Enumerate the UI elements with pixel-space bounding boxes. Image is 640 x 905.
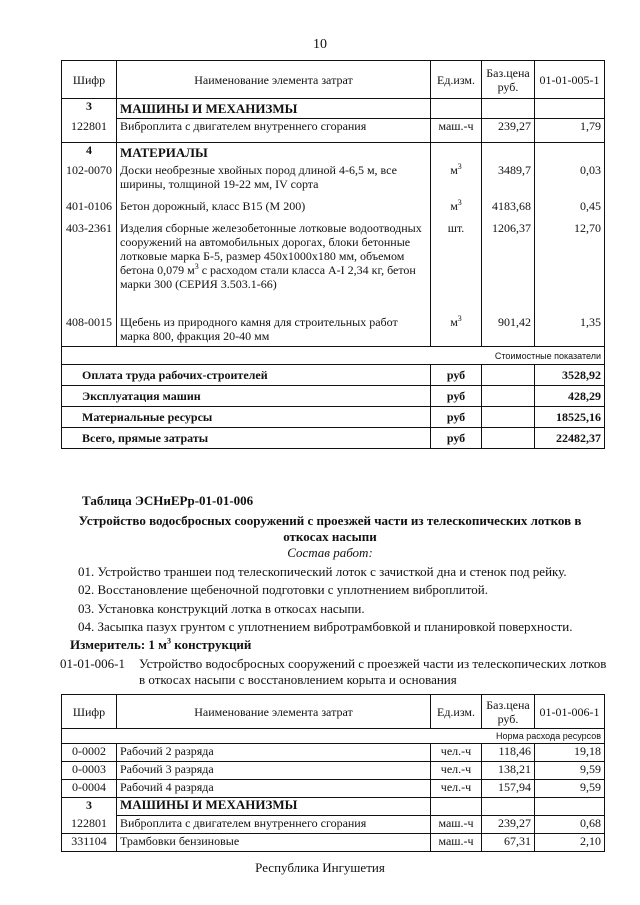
summary-label: Всего, прямые затраты (62, 428, 431, 449)
row-qty: 0,45 (535, 199, 605, 221)
row-unit: маш.-ч (431, 119, 482, 143)
summary-label: Материальные ресурсы (62, 407, 431, 428)
row-unit: маш.-ч (431, 834, 482, 852)
row-code: 122801 (62, 119, 117, 143)
header-norm: 01-01-006-1 (535, 695, 605, 729)
row-price: 1206,37 (482, 221, 535, 315)
summary-unit: руб (431, 428, 482, 449)
row-qty: 9,59 (535, 780, 605, 798)
work-heading: Состав работ: (287, 545, 373, 560)
row-name: Изделия сборные железобетонные лотковые водоотводных сооружений на автомобильных дорогах, блоки бетонные лотковые марка Б-5, размер 450х1000х180 мм, объемом бетона 0,079 $м^3$ с расходом стали класса А-I 2,34 кг, бетон марки 300 (СЕРИЯ 3.503.1-66) (117, 221, 431, 315)
header-price: Баз.цена руб. (482, 61, 535, 99)
row-unit: шт. (431, 221, 482, 315)
section-number: 3 (62, 798, 117, 816)
table-row (62, 744, 605, 762)
row-code: 0-0003 (62, 762, 117, 780)
row-name: Виброплита с двигателем внутреннего сгорания (117, 119, 431, 143)
table-row (62, 221, 605, 315)
row-qty: 0,03 (535, 163, 605, 199)
summary-value: 3528,92 (535, 365, 605, 386)
header-unit: Ед.изм. (431, 695, 482, 729)
row-name: Виброплита с двигателем внутреннего сгорания (117, 816, 431, 834)
row-price: 239,27 (482, 119, 535, 143)
table-row (62, 834, 605, 852)
row-name: Доски необрезные хвойных пород длиной 4-6,5 м, все ширины, толщиной 19-22 мм, IV сорта (117, 163, 431, 199)
header-name: Наименование элемента затрат (117, 695, 431, 729)
meter-label: Измеритель: 1 $м^3$ конструкций (70, 636, 252, 652)
row-qty: 19,18 (535, 744, 605, 762)
table-row (62, 315, 605, 347)
row-price: 138,21 (482, 762, 535, 780)
row-code: 401-0106 (62, 199, 117, 221)
page-number: 10 (313, 37, 327, 52)
row-unit: чел.-ч (431, 780, 482, 798)
summary-unit: руб (431, 407, 482, 428)
table-row (62, 780, 605, 798)
summary-unit: руб (431, 365, 482, 386)
row-code: 408-0015 (62, 315, 117, 347)
row-name: Бетон дорожный, класс В15 (М 200) (117, 199, 431, 221)
row-qty: 9,59 (535, 762, 605, 780)
summary-label: Оплата труда рабочих-строителей (62, 365, 431, 386)
header-norm: 01-01-005-1 (535, 61, 605, 99)
row-qty: 0,68 (535, 816, 605, 834)
summary-row (62, 407, 605, 428)
row-unit: чел.-ч (431, 744, 482, 762)
row-price: 3489,7 (482, 163, 535, 199)
row-qty: 12,70 (535, 221, 605, 315)
section-title: МАШИНЫ И МЕХАНИЗМЫ (117, 798, 431, 816)
resource-table-006 (61, 694, 605, 852)
row-price: 901,42 (482, 315, 535, 347)
header-price: Баз.цена руб. (482, 695, 535, 729)
section-title: МАТЕРИАЛЫ (117, 143, 431, 163)
page-footer: Республика Ингушетия (255, 860, 385, 875)
row-name: Трамбовки бензиновые (117, 834, 431, 852)
header-code: Шифр (62, 61, 117, 99)
row-qty: 1,79 (535, 119, 605, 143)
row-price: 157,94 (482, 780, 535, 798)
entry-code: 01-01-006-1 (60, 656, 125, 671)
summary-row (62, 428, 605, 449)
work-item: 02. Восстановление щебеночной подготовки с уплотнением виброплитой. (78, 582, 488, 597)
row-code: 331104 (62, 834, 117, 852)
header-code: Шифр (62, 695, 117, 729)
row-code: 102-0070 (62, 163, 117, 199)
row-qty: 1,35 (535, 315, 605, 347)
table-row (62, 762, 605, 780)
table-row (62, 163, 605, 199)
norm-label: Норма расхода ресурсов (62, 729, 605, 744)
resource-table-005 (61, 60, 605, 449)
summary-row (62, 365, 605, 386)
section-number: 3 (62, 99, 117, 119)
row-price: 4183,68 (482, 199, 535, 221)
row-price: 239,27 (482, 816, 535, 834)
summary-value: 428,29 (535, 386, 605, 407)
section-title: Таблица ЭСНиЕРр-01-01-006 (82, 493, 254, 508)
row-price: 67,31 (482, 834, 535, 852)
cost-indicators-label: Стоимостные показатели (62, 347, 605, 365)
work-item: 01. Устройство траншеи под телескопический лоток с зачисткой дна и стенок под рейку. (78, 564, 567, 579)
summary-row (62, 386, 605, 407)
row-code: 403-2361 (62, 221, 117, 315)
row-code: 0-0002 (62, 744, 117, 762)
summary-unit: руб (431, 386, 482, 407)
header-name: Наименование элемента затрат (117, 61, 431, 99)
table-row (62, 816, 605, 834)
work-item: 04. Засыпка пазух грунтом с уплотнением вибротрамбовкой и планировкой поверхности. (78, 619, 573, 634)
row-unit: $м^3$ (431, 315, 482, 347)
row-name: Рабочий 4 разряда (117, 780, 431, 798)
table-row (62, 199, 605, 221)
row-code: 0-0004 (62, 780, 117, 798)
section-number: 4 (62, 143, 117, 163)
row-unit: $м^3$ (431, 163, 482, 199)
row-unit: $м^3$ (431, 199, 482, 221)
table-row (62, 119, 605, 143)
entry-description: Устройство водосбросных сооружений с проезжей части из телескопических лотков в откосах насыпи с восстановлением корыта и основания (139, 656, 607, 687)
row-code: 122801 (62, 816, 117, 834)
row-name: Рабочий 3 разряда (117, 762, 431, 780)
row-name: Рабочий 2 разряда (117, 744, 431, 762)
summary-value: 22482,37 (535, 428, 605, 449)
row-price: 118,46 (482, 744, 535, 762)
work-item: 03. Установка конструкций лотка в откосах насыпи. (78, 601, 365, 616)
summary-value: 18525,16 (535, 407, 605, 428)
row-qty: 2,10 (535, 834, 605, 852)
row-unit: маш.-ч (431, 816, 482, 834)
summary-label: Эксплуатация машин (62, 386, 431, 407)
section-title: МАШИНЫ И МЕХАНИЗМЫ (117, 99, 431, 119)
row-unit: чел.-ч (431, 762, 482, 780)
header-unit: Ед.изм. (431, 61, 482, 99)
row-name: Щебень из природного камня для строительных работ марка 800, фракция 20-40 мм (117, 315, 431, 347)
section-heading: Устройство водосбросных сооружений с проезжей части из телескопических лотков в откосах насыпи (78, 513, 582, 544)
